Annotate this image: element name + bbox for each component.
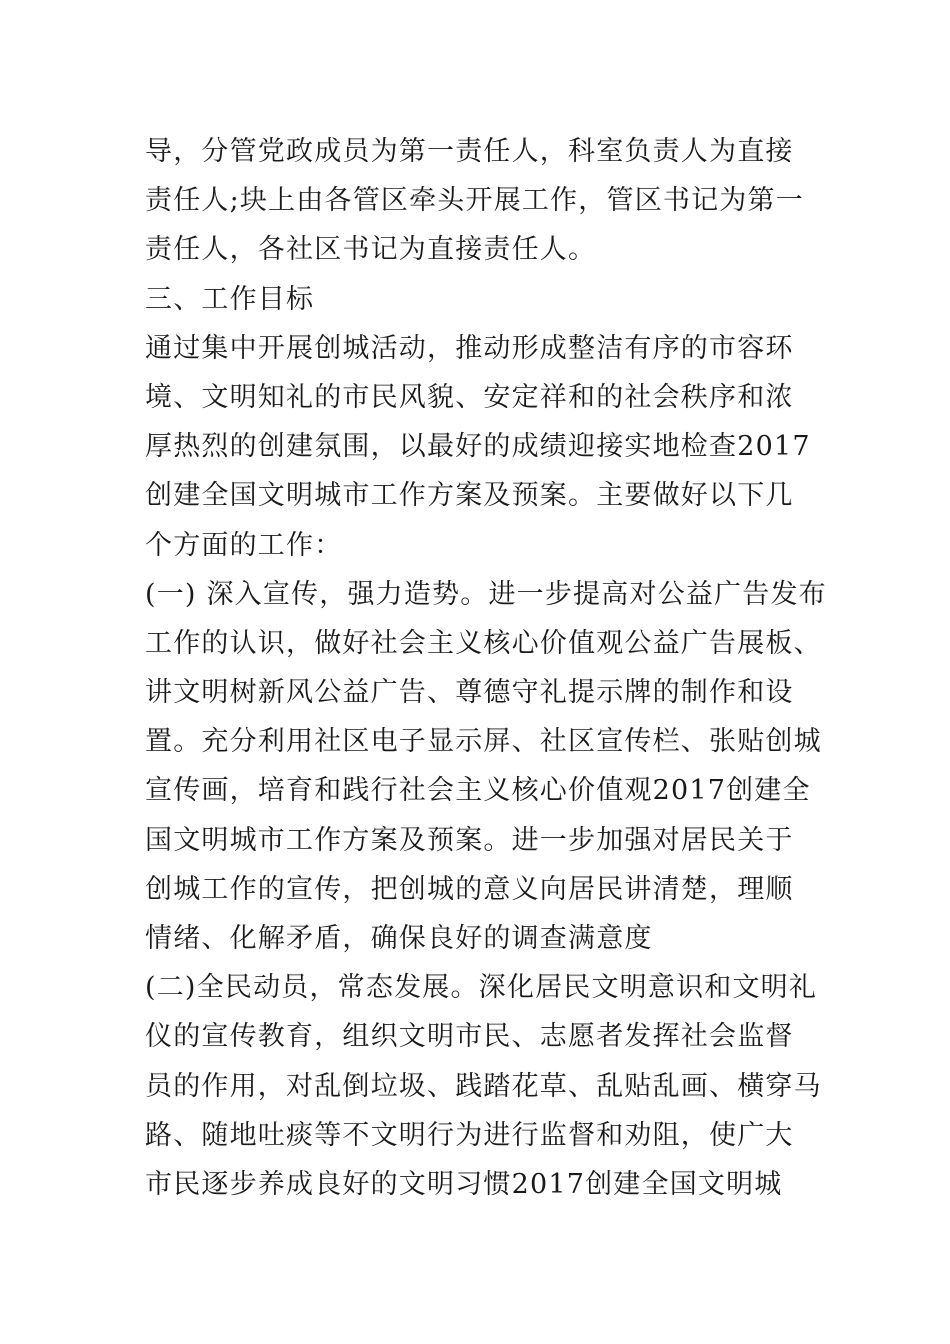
text-line: 工作的认识，做好社会主义核心价值观公益广告展板、 (145, 627, 822, 659)
text-line: 置。充分利用社区电子显示屏、社区宣传栏、张贴创城 (145, 726, 822, 758)
text-line: 员的作用，对乱倒垃圾、践踏花草、乱贴乱画、横穿马 (145, 1070, 822, 1102)
text-line: 责任人，各社区书记为直接责任人。 (145, 234, 597, 266)
text-line: 通过集中开展创城活动，推动形成整洁有序的市容环 (145, 332, 794, 364)
text-line: 导，分管党政成员为第一责任人，科室负责人为直接 (145, 136, 794, 167)
text-line: (二)全民动员，常态发展。深化居民文明意识和文明礼 (145, 972, 818, 1004)
text-line: 创建全国文明城市工作方案及预案。主要做好以下几 (145, 480, 794, 512)
text-line: 国文明城市工作方案及预案。进一步加强对居民关于 (145, 824, 794, 856)
section-heading: 三、工作目标 (145, 283, 315, 315)
text-line: 讲文明树新风公益广告、尊德守礼提示牌的制作和设 (145, 677, 794, 709)
text-line: 情绪、化解矛盾，确保良好的调查满意度 (145, 923, 653, 954)
document-body (145, 127, 827, 1209)
text-line: 仪的宣传教育，组织文明市民、志愿者发挥社会监督 (145, 1021, 794, 1053)
text-line: 厚热烈的创建氛围，以最好的成绩迎接实地检查2017 (145, 431, 811, 463)
text-line: 责任人;块上由各管区牵头开展工作，管区书记为第一 (145, 185, 804, 217)
text-line: (一) 深入宣传，强力造势。进一步提高对公益广告发布 (145, 578, 827, 610)
text-line: 市民逐步养成良好的文明习惯2017创建全国文明城 (145, 1168, 783, 1200)
text-line: 境、文明知礼的市民风貌、安定祥和的社会秩序和浓 (145, 381, 794, 413)
text-line: 路、随地吐痰等不文明行为进行监督和劝阻，使广大 (145, 1119, 794, 1151)
text-line: 创城工作的宣传，把创城的意义向居民讲清楚，理顺 (145, 873, 794, 905)
text-line: 个方面的工作： (145, 529, 343, 561)
text-line: 宣传画，培育和践行社会主义核心价值观2017创建全 (145, 775, 811, 807)
